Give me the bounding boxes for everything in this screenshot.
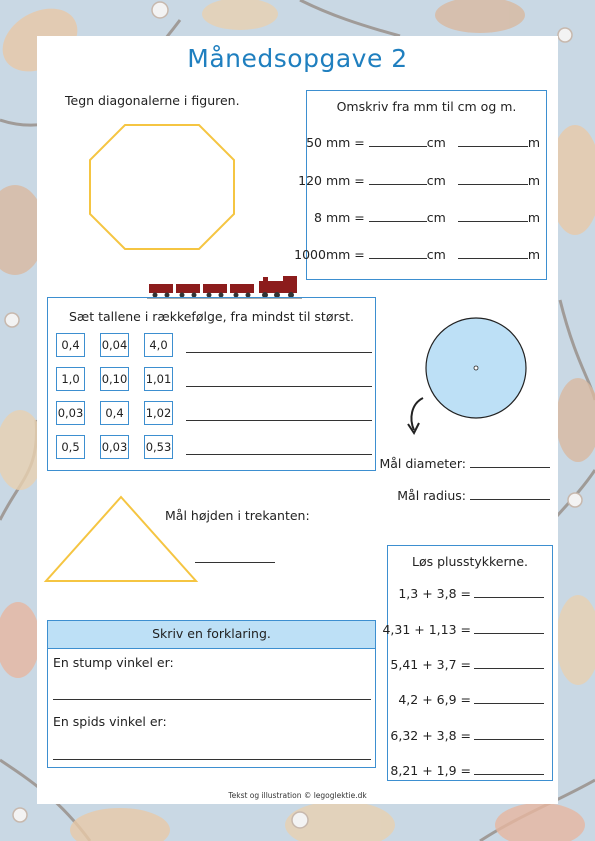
cm-unit: cm xyxy=(426,135,446,150)
diagonals-instruction: Tegn diagonalerne i figuren. xyxy=(65,93,240,108)
conversion-row xyxy=(314,210,540,225)
cm-answer-line[interactable] xyxy=(369,247,427,259)
answer-line[interactable] xyxy=(474,692,544,704)
worksheet-page xyxy=(37,36,558,804)
leaf-shape xyxy=(70,808,170,841)
cm-unit: cm xyxy=(426,210,446,225)
explain-prompt-obtuse: En stump vinkel er: xyxy=(53,655,174,670)
explain-box xyxy=(47,620,376,768)
m-answer-line[interactable] xyxy=(458,135,528,147)
number-cell: 0,4 xyxy=(56,333,85,357)
number-cell: 4,0 xyxy=(144,333,173,357)
number-cell: 0,5 xyxy=(56,435,85,459)
sum-expression: 1,3 + 3,8 = xyxy=(398,586,471,601)
answer-line[interactable] xyxy=(186,352,372,353)
berry-shape xyxy=(13,808,27,822)
sum-expression: 8,21 + 1,9 = xyxy=(390,763,471,778)
conversion-title: Omskriv fra mm til cm og m. xyxy=(336,99,517,114)
sum-row xyxy=(390,763,544,778)
cm-answer-line[interactable] xyxy=(369,210,427,222)
sum-row xyxy=(382,622,544,637)
footer-credit: Tekst og illustration © legoglektie.dk xyxy=(228,791,367,800)
explain-prompt-acute: En spids vinkel er: xyxy=(53,714,167,729)
conversion-value: 50 mm = xyxy=(306,135,365,150)
triangle-answer-line[interactable] xyxy=(195,562,275,563)
sum-row xyxy=(390,728,544,743)
radius-row xyxy=(397,488,550,503)
conversion-value: 120 mm = xyxy=(298,173,365,188)
answer-line[interactable] xyxy=(474,586,544,598)
diameter-row xyxy=(379,456,550,471)
cm-unit: cm xyxy=(426,173,446,188)
conversion-value: 8 mm = xyxy=(314,210,365,225)
leaf-shape xyxy=(556,378,595,462)
octagon-figure xyxy=(87,122,237,252)
number-cell: 1,01 xyxy=(144,367,173,391)
cm-answer-line[interactable] xyxy=(369,135,427,147)
m-answer-line[interactable] xyxy=(458,210,528,222)
conversion-row xyxy=(298,173,540,188)
number-cell: 0,4 xyxy=(100,401,129,425)
m-unit: m xyxy=(527,173,540,188)
number-cell: 0,03 xyxy=(100,435,129,459)
answer-line[interactable] xyxy=(53,759,371,760)
number-cell: 0,04 xyxy=(100,333,129,357)
diameter-answer-line[interactable] xyxy=(470,456,550,468)
number-cell: 1,0 xyxy=(56,367,85,391)
cm-unit: cm xyxy=(426,247,446,262)
m-answer-line[interactable] xyxy=(458,247,528,259)
number-cell: 0,10 xyxy=(100,367,129,391)
leaf-shape xyxy=(202,0,278,30)
ordering-box xyxy=(47,297,376,471)
conversion-row xyxy=(306,135,540,150)
sum-row xyxy=(398,692,544,707)
m-unit: m xyxy=(527,135,540,150)
conversion-box xyxy=(294,90,547,280)
page-title: Månedsopgave 2 xyxy=(187,44,408,73)
answer-line[interactable] xyxy=(474,728,544,740)
sums-title: Løs plusstykkerne. xyxy=(412,554,528,569)
cm-answer-line[interactable] xyxy=(369,173,427,185)
leaf-shape xyxy=(556,595,595,685)
m-unit: m xyxy=(527,210,540,225)
number-cell: 1,02 xyxy=(144,401,173,425)
conversion-row xyxy=(294,247,540,262)
berry-shape xyxy=(152,2,168,18)
leaf-shape xyxy=(0,602,40,678)
sum-expression: 6,32 + 3,8 = xyxy=(390,728,471,743)
number-cell: 0,53 xyxy=(144,435,173,459)
radius-label: Mål radius: xyxy=(397,488,467,503)
number-cell: 0,03 xyxy=(56,401,85,425)
ordering-title: Sæt tallene i rækkefølge, fra mindst til størst. xyxy=(68,309,355,324)
sum-expression: 4,2 + 6,9 = xyxy=(398,692,471,707)
radius-answer-line[interactable] xyxy=(470,488,550,500)
m-unit: m xyxy=(527,247,540,262)
berry-shape xyxy=(558,28,572,42)
answer-line[interactable] xyxy=(53,699,371,700)
sum-row xyxy=(398,586,544,601)
berry-shape xyxy=(568,493,582,507)
answer-line[interactable] xyxy=(186,420,372,421)
conversion-value: 1000mm = xyxy=(294,247,365,262)
m-answer-line[interactable] xyxy=(458,173,528,185)
diameter-label: Mål diameter: xyxy=(379,456,467,471)
answer-line[interactable] xyxy=(474,763,544,775)
berry-shape xyxy=(5,313,19,327)
circle-figure xyxy=(401,314,531,438)
berry-shape xyxy=(292,812,308,828)
sums-box xyxy=(382,545,553,781)
leaf-shape xyxy=(495,803,585,841)
sum-expression: 4,31 + 1,13 = xyxy=(382,622,471,637)
answer-line[interactable] xyxy=(186,386,372,387)
sum-row xyxy=(390,657,544,672)
triangle-instruction: Mål højden i trekanten: xyxy=(165,508,310,523)
leaf-shape xyxy=(435,0,525,33)
explain-title: Skriv en forklaring. xyxy=(48,621,375,649)
answer-line[interactable] xyxy=(186,454,372,455)
answer-line[interactable] xyxy=(474,657,544,669)
sum-expression: 5,41 + 3,7 = xyxy=(390,657,471,672)
answer-line[interactable] xyxy=(474,622,544,634)
